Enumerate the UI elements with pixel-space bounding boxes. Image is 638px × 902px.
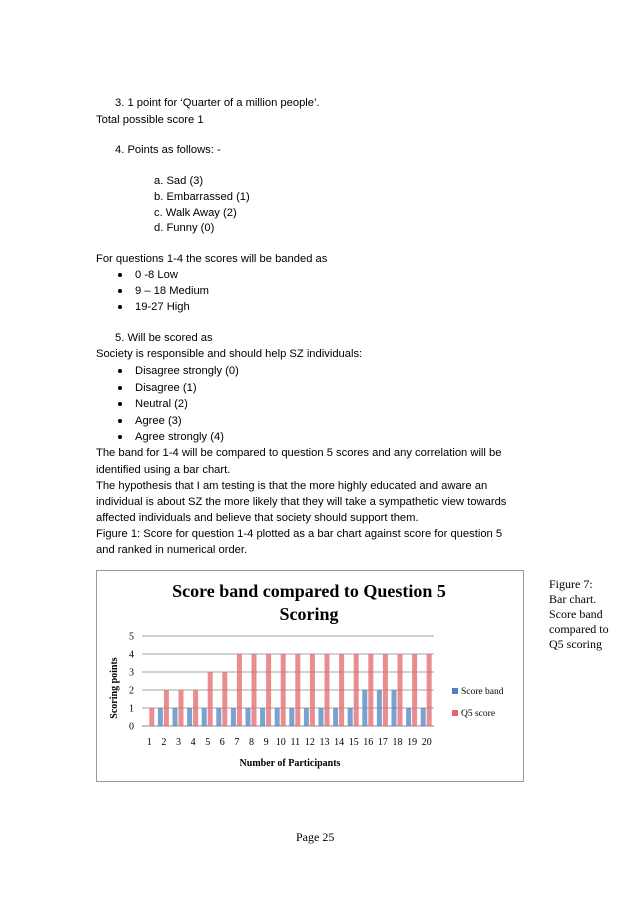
bar-q5-score xyxy=(354,654,359,726)
bar-q5-score xyxy=(179,690,184,726)
bar-score-band xyxy=(231,708,236,726)
x-tick-label: 7 xyxy=(234,737,240,748)
bar-q5-score xyxy=(383,654,388,726)
likert-1: Disagree (1) xyxy=(135,382,197,394)
bar-q5-score xyxy=(310,654,315,726)
x-tick-label: 8 xyxy=(249,737,254,748)
para-line: The band for 1-4 will be compared to question 5 scores and any correlation will be xyxy=(96,447,502,459)
chart-title-2: Scoring xyxy=(279,604,339,624)
x-tick-label: 16 xyxy=(363,737,374,748)
bar-q5-score xyxy=(149,708,154,726)
y-tick-label: 5 xyxy=(129,631,134,643)
bar-q5-score xyxy=(266,654,271,726)
x-tick-label: 2 xyxy=(161,737,167,748)
para-line: and ranked in numerical order. xyxy=(96,544,248,556)
x-tick-label: 6 xyxy=(219,737,225,748)
x-tick-label: 10 xyxy=(275,737,286,748)
y-tick-label: 2 xyxy=(129,685,134,697)
bullet-icon xyxy=(118,273,122,277)
society-statement: Society is responsible and should help SZ individuals: xyxy=(96,348,363,360)
bar-score-band xyxy=(202,708,207,726)
x-tick-label: 15 xyxy=(348,737,359,748)
y-tick-label: 0 xyxy=(129,721,134,733)
bullet-icon xyxy=(118,402,122,406)
bar-score-band xyxy=(246,708,251,726)
bar-q5-score xyxy=(208,672,213,726)
likert-0: Disagree strongly (0) xyxy=(135,365,239,377)
item-3: 3. 1 point for ‘Quarter of a million people’. xyxy=(115,97,320,109)
bar-score-band xyxy=(216,708,221,726)
option-b: b. Embarrassed (1) xyxy=(154,191,250,203)
x-tick-label: 11 xyxy=(290,737,301,748)
bar-score-band xyxy=(392,690,397,726)
bar-q5-score xyxy=(398,654,403,726)
bar-q5-score xyxy=(193,690,198,726)
bar-score-band xyxy=(158,708,163,726)
bar-score-band xyxy=(406,708,411,726)
bar-score-band xyxy=(319,708,324,726)
bar-q5-score xyxy=(281,654,286,726)
caption-line: Figure 7: xyxy=(549,577,593,591)
bar-score-band xyxy=(289,708,294,726)
caption-line: compared to xyxy=(549,622,609,636)
likert-4: Agree strongly (4) xyxy=(135,431,224,443)
x-tick-label: 19 xyxy=(407,737,418,748)
figure-caption xyxy=(549,577,629,657)
legend-score-band: Score band xyxy=(461,687,504,697)
legend-q5-score: Q5 score xyxy=(461,709,496,719)
para-line: affected individuals and believe that society should support them. xyxy=(96,512,419,524)
bar-score-band xyxy=(275,708,280,726)
option-c: c. Walk Away (2) xyxy=(154,207,237,219)
bar-chart xyxy=(96,570,524,782)
bar-score-band xyxy=(187,708,192,726)
bullet-icon xyxy=(118,305,122,309)
band-intro: For questions 1-4 the scores will be banded as xyxy=(96,253,328,265)
y-tick-label: 4 xyxy=(129,649,134,661)
caption-line: Q5 scoring xyxy=(549,637,602,651)
bar-score-band xyxy=(348,708,353,726)
item-4: 4. Points as follows: - xyxy=(115,144,221,156)
chart-title-1: Score band compared to Question 5 xyxy=(172,581,446,601)
bar-q5-score xyxy=(222,672,227,726)
bar-q5-score xyxy=(427,654,432,726)
x-tick-label: 1 xyxy=(146,737,152,748)
x-tick-label: 3 xyxy=(176,737,181,748)
x-tick-label: 14 xyxy=(334,737,345,748)
bar-q5-score xyxy=(368,654,373,726)
legend-swatch-score-band xyxy=(452,688,458,694)
para-line: individual is about SZ the more likely that they will take a sympathetic view towards xyxy=(96,496,507,508)
x-tick-label: 5 xyxy=(205,737,211,748)
x-tick-label: 9 xyxy=(263,737,269,748)
bar-score-band xyxy=(362,690,367,726)
total-score: Total possible score 1 xyxy=(96,114,204,126)
bar-score-band xyxy=(377,690,382,726)
para-line: The hypothesis that I am testing is that the more highly educated and aware an xyxy=(96,480,488,492)
x-tick-label: 13 xyxy=(319,737,330,748)
bar-q5-score xyxy=(339,654,344,726)
bar-score-band xyxy=(421,708,426,726)
bullet-icon xyxy=(118,419,122,423)
band-medium: 9 – 18 Medium xyxy=(135,285,210,297)
bar-score-band xyxy=(173,708,178,726)
y-tick-label: 3 xyxy=(129,667,134,679)
legend-swatch-q5 xyxy=(452,710,458,716)
band-high: 19-27 High xyxy=(135,301,190,313)
bullet-icon xyxy=(118,435,122,439)
para-line: Figure 1: Score for question 1-4 plotted as a bar chart against score for question 5 xyxy=(96,528,503,540)
x-tick-label: 18 xyxy=(392,737,403,748)
bullet-icon xyxy=(118,289,122,293)
bar-q5-score xyxy=(252,654,257,726)
x-tick-label: 17 xyxy=(377,737,388,748)
para-line: identified using a bar chart. xyxy=(96,464,231,476)
x-tick-label: 20 xyxy=(421,737,432,748)
caption-line: Bar chart. xyxy=(549,592,597,606)
bar-q5-score xyxy=(164,690,169,726)
x-tick-label: 12 xyxy=(304,737,315,748)
bullet-icon xyxy=(118,386,122,390)
chart-svg xyxy=(97,571,523,781)
y-tick-label: 1 xyxy=(129,703,134,715)
caption-line: Score band xyxy=(549,607,603,621)
page-number: Page 25 xyxy=(296,830,335,844)
bar-q5-score xyxy=(295,654,300,726)
bar-q5-score xyxy=(325,654,330,726)
bullet-icon xyxy=(118,369,122,373)
bar-q5-score xyxy=(412,654,417,726)
x-tick-label: 4 xyxy=(190,737,196,748)
bar-score-band xyxy=(333,708,338,726)
y-axis-label: Scoring points xyxy=(109,657,120,719)
x-axis-label: Number of Participants xyxy=(239,758,341,769)
likert-2: Neutral (2) xyxy=(135,398,188,410)
band-low: 0 -8 Low xyxy=(135,269,178,281)
bar-score-band xyxy=(304,708,309,726)
bar-score-band xyxy=(260,708,265,726)
item-5: 5. Will be scored as xyxy=(115,332,213,344)
likert-3: Agree (3) xyxy=(135,415,182,427)
bar-q5-score xyxy=(237,654,242,726)
option-a: a. Sad (3) xyxy=(154,175,204,187)
option-d: d. Funny (0) xyxy=(154,222,215,234)
